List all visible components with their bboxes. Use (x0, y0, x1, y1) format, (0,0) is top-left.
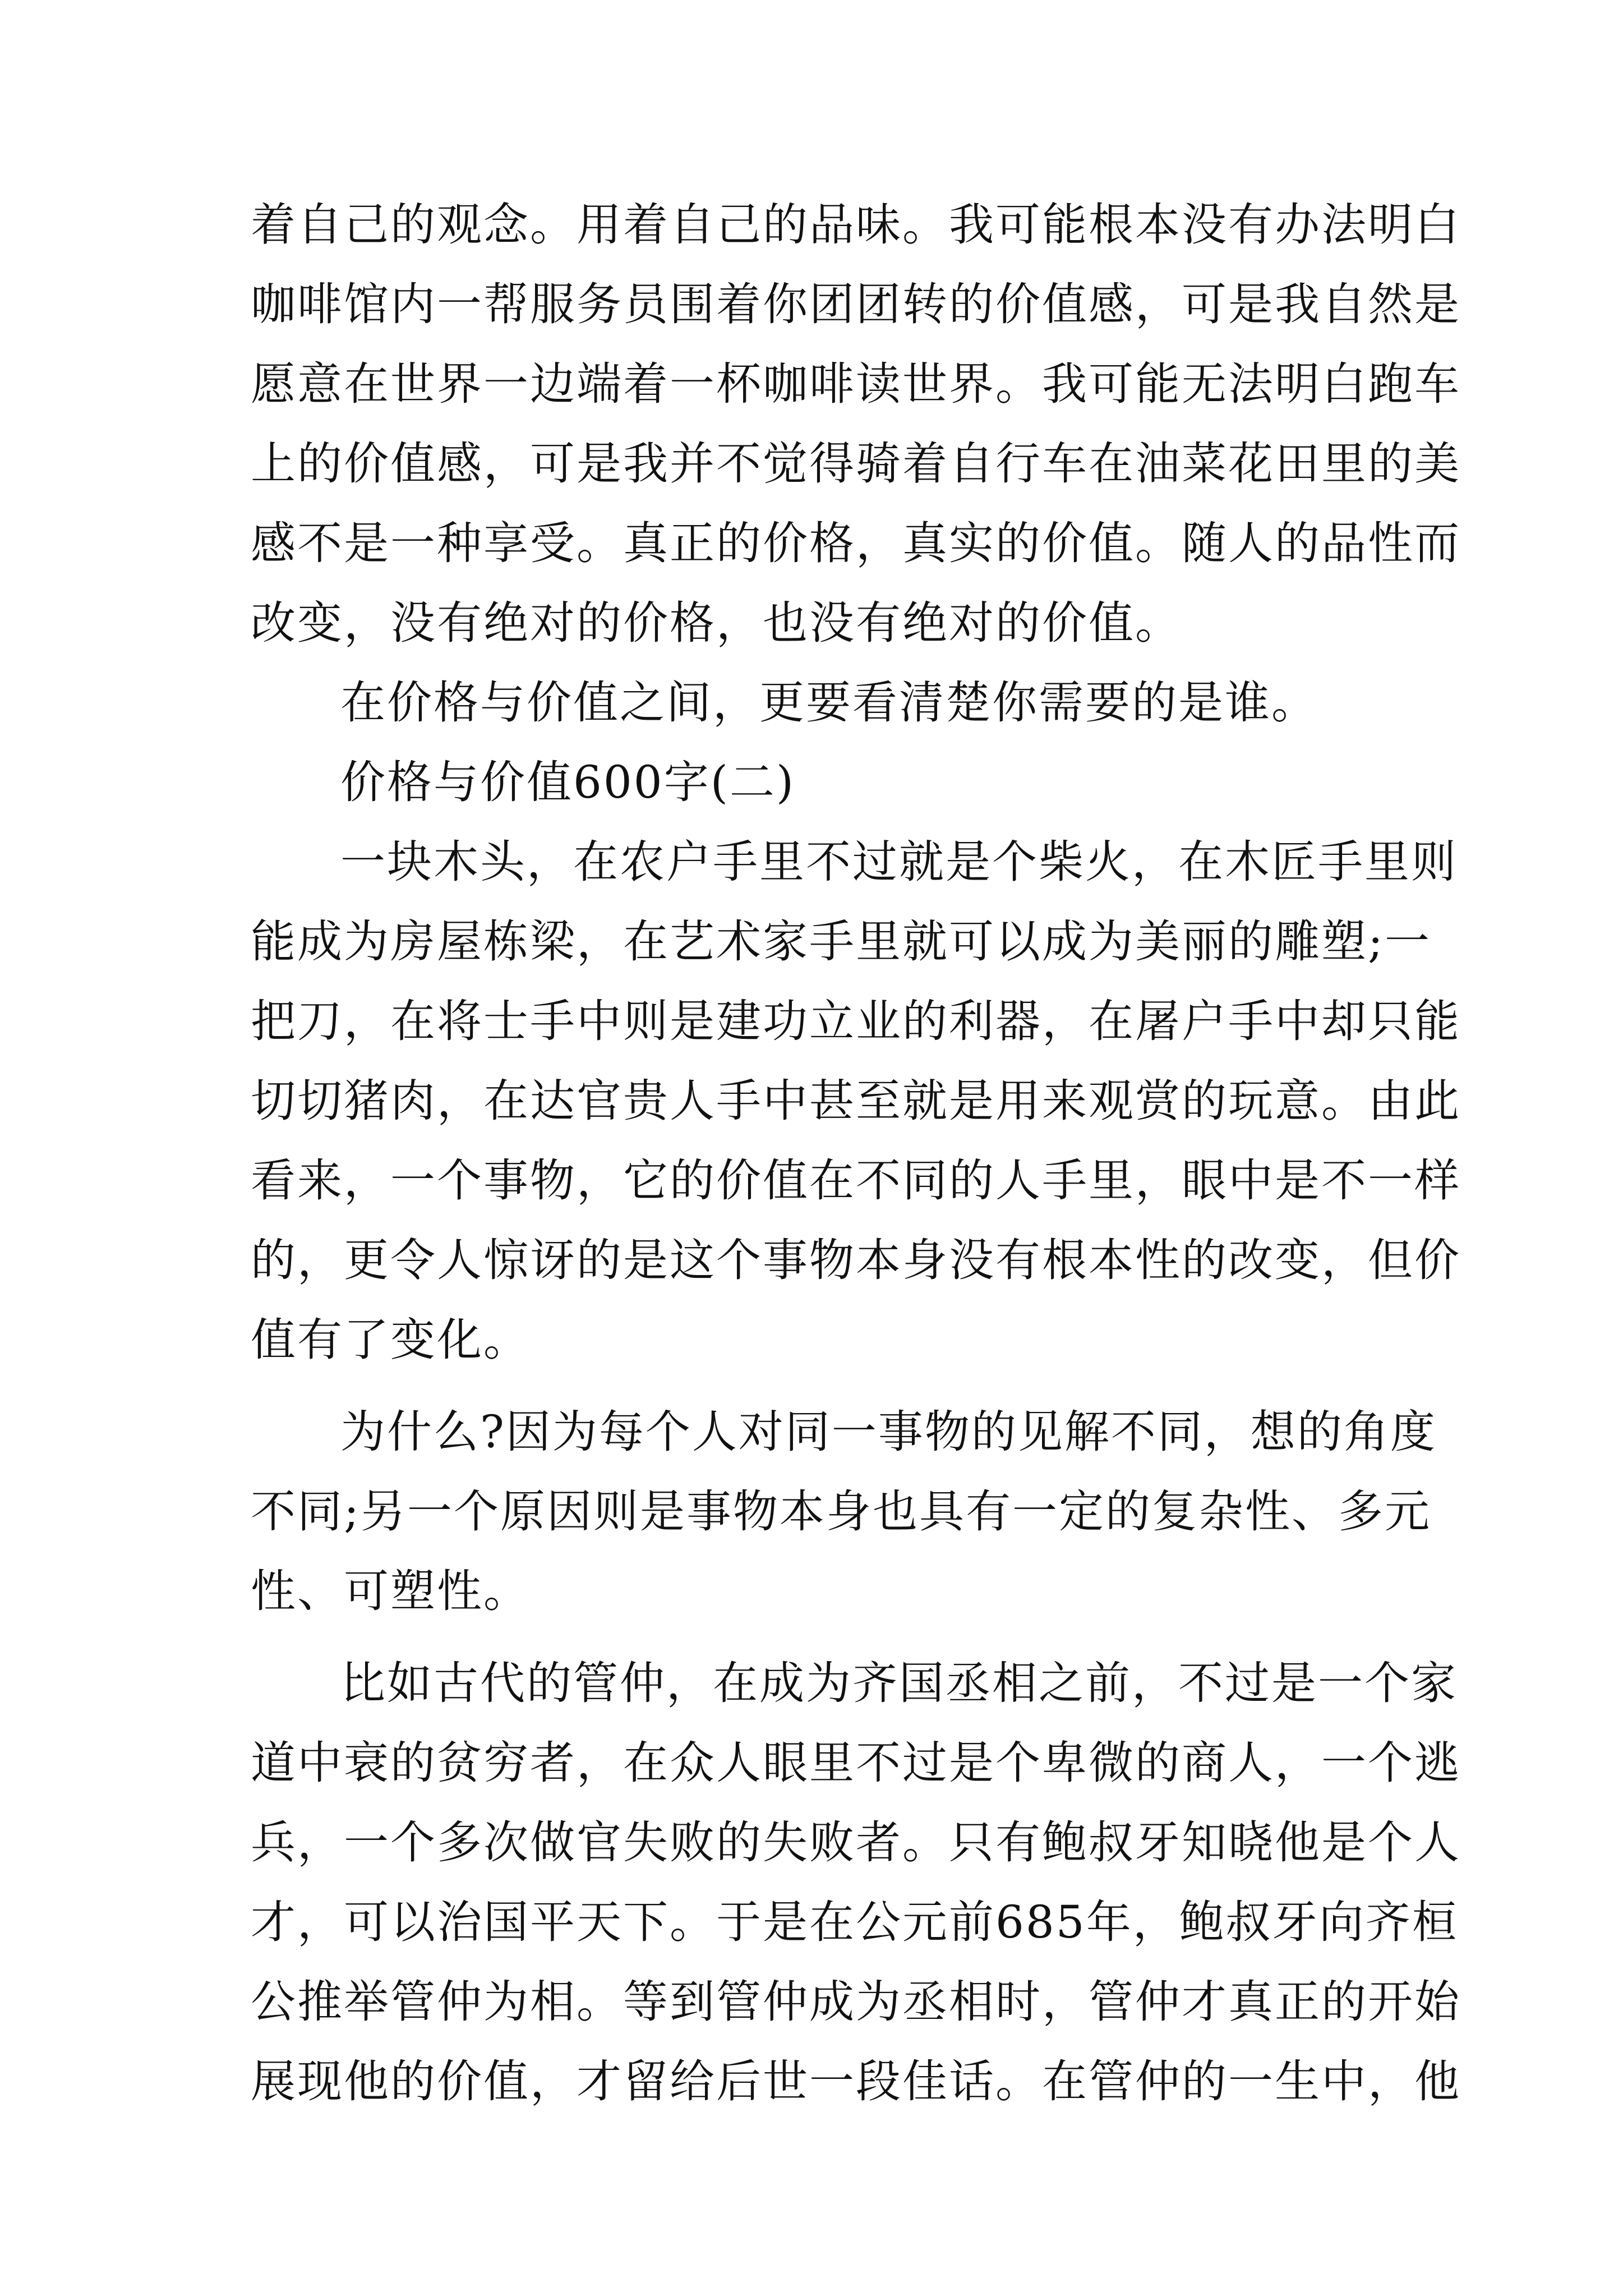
text-line: 才，可以治国平天下。于是在公元前685年，鲍叔牙向齐桓 (251, 1896, 1459, 1948)
paragraph-gap (251, 1631, 1395, 1644)
text-line: 不同;另一个原因则是事物本身也具有一定的复杂性、多元 (251, 1485, 1431, 1538)
text-line: 比如古代的管仲，在成为齐国丞相之前，不过是一个家 (340, 1657, 1458, 1709)
text-line: 展现他的价值，才留给后世一段佳话。在管仲的一生中，他 (251, 2055, 1461, 2108)
text-line: 兵，一个多次做官失败的失败者。只有鲍叔牙知晓他是个人 (251, 1816, 1461, 1869)
text-line: 公推举管仲为相。等到管仲成为丞相时，管仲才真正的开始 (251, 1976, 1461, 2028)
text-line: 一块木头，在农户手里不过就是个柴火，在木匠手里则 (340, 836, 1458, 888)
text-line: 性、可塑性。 (251, 1565, 530, 1617)
text-line: 切切猪肉，在达官贵人手中甚至就是用来观赏的玩意。由此 (251, 1075, 1461, 1127)
text-line: 咖啡馆内一帮服务员围着你团团转的价值感，可是我自然是 (251, 278, 1461, 330)
text-line: 感不是一种享受。真正的价格，真实的价值。随人的品性而 (251, 517, 1461, 569)
paragraph (251, 1644, 1461, 2122)
text-line: 在价格与价值之间，更要看清楚你需要的是谁。 (340, 677, 1318, 729)
text-line: 上的价值感，可是我并不觉得骑着自行车在油菜花田里的美 (251, 438, 1461, 490)
heading-text: 价格与价值600字(二) (340, 756, 796, 808)
text-line: 看来，一个事物，它的价值在不同的人手里，眼中是不一样 (251, 1154, 1461, 1207)
text-line: 改变，没有绝对的价格，也没有绝对的价值。 (251, 597, 1182, 649)
paragraph-gap (251, 1380, 1395, 1392)
paragraph (251, 663, 1395, 743)
paragraph (251, 185, 1461, 663)
text-line: 的，更令人惊讶的是这个事物本身没有根本性的改变，但价 (251, 1234, 1461, 1286)
text-line: 道中衰的贫穷者，在众人眼里不过是个卑微的商人，一个逃 (251, 1737, 1461, 1789)
body-text (251, 185, 1461, 2122)
text-line: 值有了变化。 (251, 1314, 530, 1366)
text-line: 能成为房屋栋梁，在艺术家手里就可以成为美丽的雕塑;一 (251, 915, 1431, 968)
text-line: 为什么?因为每个人对同一事物的见解不同，想的角度 (340, 1406, 1437, 1458)
text-line: 愿意在世界一边端着一杯咖啡读世界。我可能无法明白跑车 (251, 358, 1461, 410)
paragraph (251, 1392, 1437, 1631)
text-line: 着自己的观念。用着自己的品味。我可能根本没有办法明白 (251, 199, 1461, 251)
section-heading (251, 743, 1395, 822)
text-line: 把刀，在将士手中则是建功立业的利器，在屠户手中却只能 (251, 995, 1461, 1047)
paragraph (251, 822, 1461, 1380)
